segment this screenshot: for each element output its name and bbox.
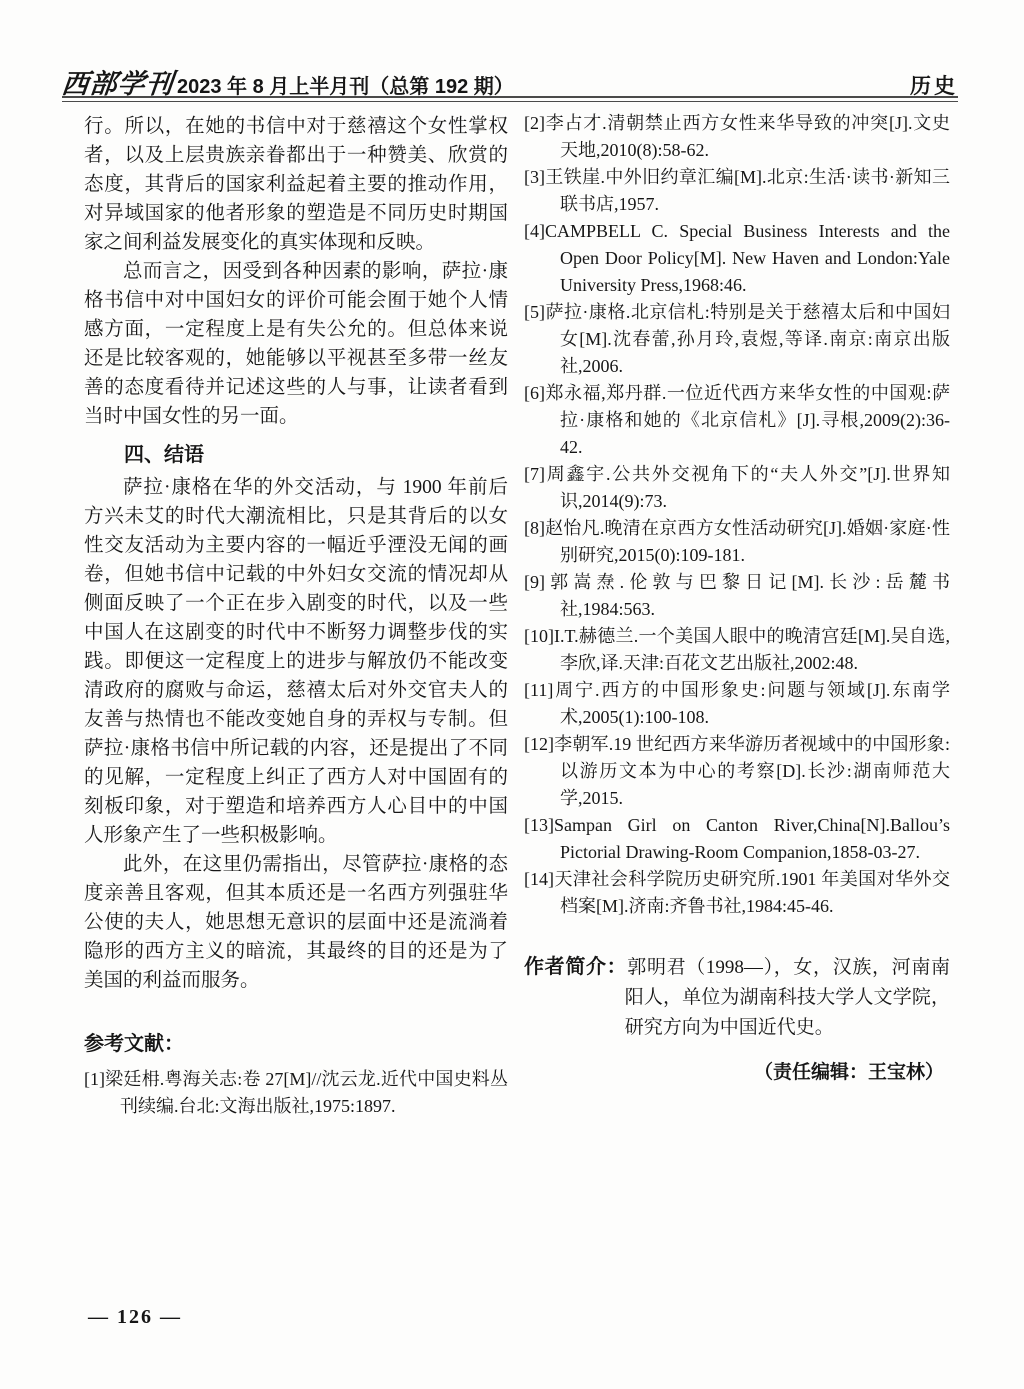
reference-item: [6]郑永福,郑丹群.一位近代西方来华女性的中国观:萨拉·康格和她的《北京信札》[J].寻根,2009(2):36-42. (524, 383, 950, 457)
reference-item: [3]王铁崖.中外旧约章汇编[M].北京:生活·读书·新知三联书店,1957. (524, 167, 950, 214)
body-paragraph: 总而言之，因受到各种因素的影响，萨拉·康格书信中对中国妇女的评价可能会囿于她个人情感方面，一定程度上是有失公允的。但总体来说还是比较客观的，她能够以平视甚至多带一丝友善的态度看待并记述这些的人与事，让读者看到当时中国女性的另一面。 (84, 261, 508, 427)
body-paragraph: 行。所以，在她的书信中对于慈禧这个女性掌权者，以及上层贵族亲眷都出于一种赞美、欣赏的态度，其背后的国家利益起着主要的推动作用，对异域国家的他者形象的塑造是不同历史时期国家之间利益发展变化的真实体现和反映。 (84, 116, 508, 253)
body-paragraph: 萨拉·康格在华的外交活动，与 1900 年前后方兴未艾的时代大潮流相比，只是其背后的以女性交友活动为主要内容的一幅近乎湮没无闻的画卷，但她书信中记载的中外妇女交流的情况却从侧面反映了一个正在步入剧变的时代，以及一些中国人在这剧变的时代中不断努力调整步伐的实践。即便这一定程度上的进步与解放仍不能改变清政府的腐败与命运，慈禧太后对外交官夫人的友善与热情也不能改变她自身的弄权与专制。但萨拉·康格书信中所记载的内容，还是提出了不同的见解，一定程度上纠正了西方人对中国固有的刻板印象，对于塑造和培养西方人心目中的中国人形象产生了一些积极影响。 (84, 477, 508, 846)
reference-item: [13]Sampan Girl on Canton River,China[N].Ballou’s Pictorial Drawing-Room Companion,1858-03-27. (524, 815, 950, 862)
reference-item: [1]梁廷枏.粤海关志:卷 27[M]//沈云龙.近代中国史料丛刊续编.台北:文海出版社,1975:1897. (84, 1069, 508, 1116)
author-bio-label: 作者简介： (524, 956, 628, 978)
section-label: 历史 (910, 75, 958, 98)
reference-item: [7]周鑫宇.公共外交视角下的“夫人外交”[J].世界知识,2014(9):73. (524, 464, 950, 511)
reference-item: [12]李朝军.19 世纪西方来华游历者视域中的中国形象:以游历文本为中心的考察[D].长沙:湖南师范大学,2015. (524, 734, 950, 808)
page-footer (88, 1306, 182, 1329)
right-column (524, 110, 950, 1084)
author-bio (524, 952, 950, 1043)
page-number: — 126 — (88, 1306, 182, 1328)
reference-item: [2]李占才.清朝禁止西方女性来华导致的冲突[J].文史天地,2010(8):58-62. (524, 113, 950, 160)
author-bio-text: 郭明君（1998—），女，汉族，河南南阳人，单位为湖南科技大学人文学院，研究方向为中国近代史。 (624, 957, 950, 1038)
editor-note: （责任编辑：王宝林） (753, 1062, 944, 1083)
reference-item: [14]天津社会科学院历史研究所.1901 年美国对华外交档案[M].济南:齐鲁书社,1984:45-46. (524, 869, 950, 916)
reference-item: [9]郭嵩焘.伦敦与巴黎日记[M].长沙:岳麓书社,1984:563. (524, 572, 950, 619)
section-heading-conclusion: 四、结语 (124, 444, 204, 466)
journal-logo: 西部学刊 (60, 69, 176, 100)
reference-item: [8]赵怡凡.晚清在京西方女性活动研究[J].婚姻·家庭·性别研究,2015(0):109-181. (524, 518, 950, 565)
reference-item: [10]I.T.赫德兰.一个美国人眼中的晚清宫廷[M].吴自选,李欣,译.天津:百花文艺出版社,2002:48. (524, 626, 950, 673)
reference-item: [5]萨拉·康格.北京信札:特别是关于慈禧太后和中国妇女[M].沈春蕾,孙月玲,袁煜,等译.南京:南京出版社,2006. (524, 302, 950, 376)
header-divider (62, 96, 958, 102)
reference-item: [4]CAMPBELL C. Special Business Interests and the Open Door Policy[M]. New Haven and London:Yale University Press,1968:46. (524, 221, 950, 295)
reference-item: [11]周宁.西方的中国形象史:问题与领域[J].东南学术,2005(1):100-108. (524, 680, 950, 727)
references-heading: 参考文献： (84, 1033, 184, 1055)
issue-info: 2023 年 8 月上半月刊（总第 192 期） (177, 76, 514, 98)
body-paragraph: 此外，在这里仍需指出，尽管萨拉·康格的态度亲善且客观，但其本质还是一名西方列强驻华公使的夫人，她思想无意识的层面中还是流淌着隐形的西方主义的暗流，其最终的目的还是为了美国的利益而服务。 (84, 854, 508, 991)
left-column (84, 112, 508, 1120)
